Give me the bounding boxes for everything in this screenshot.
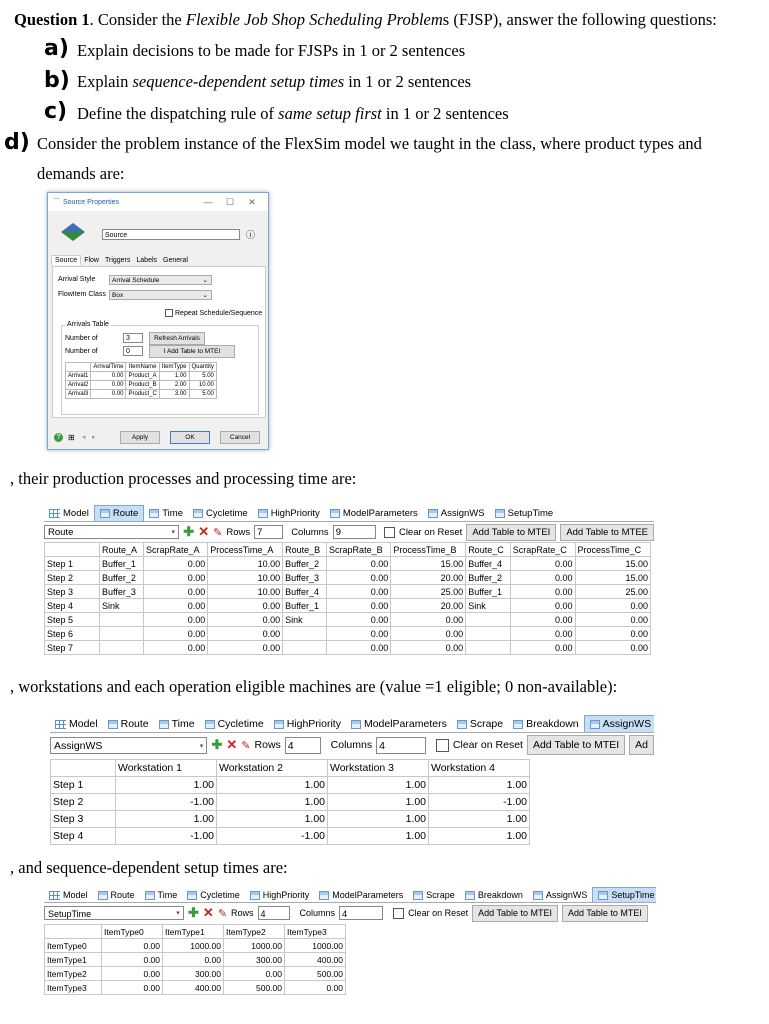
delete-icon[interactable]: ✕ — [202, 905, 214, 920]
table-icon — [145, 891, 155, 900]
arrival-style-label: Arrival Style — [58, 276, 96, 283]
assignws-table-window — [50, 712, 654, 845]
arrivals-table — [65, 362, 217, 399]
tab-model[interactable]: Model — [44, 506, 94, 521]
table-row[interactable]: Arrival2 0.00 Product_B 2.00 10.00 — [66, 381, 217, 390]
model-icon — [49, 891, 60, 900]
question-intro: Question 1. Consider the Flexible Job Shop Scheduling Problems (FJSP), answer the following questions: — [14, 10, 717, 29]
table-icon — [100, 509, 110, 518]
source-properties-dialog — [47, 192, 269, 450]
setuptime-toolbar — [44, 903, 656, 923]
table-icon — [598, 891, 608, 900]
table-icon — [187, 891, 197, 900]
item-d-line1: Consider the problem instance of the FlexSim model we taught in the class, where product types and — [37, 134, 702, 153]
add-table-to-mtei-button[interactable]: I Add Table to MTEI — [149, 345, 235, 358]
arrival-style-select[interactable]: Arrival Schedule ⌄ — [109, 275, 212, 285]
table-icon — [495, 509, 505, 518]
table-row[interactable]: Step 1 1.00 1.00 1.00 1.00 — [51, 777, 530, 794]
add-table-to-mtei-button[interactable]: Add Table to MTEI — [527, 735, 625, 755]
chevron-down-icon: ⌄ — [202, 277, 208, 284]
tab-highpriority[interactable]: HighPriority — [269, 716, 346, 732]
next-icon[interactable]: ▸ — [92, 434, 96, 441]
number-of-arrivals-label: Number of — [65, 335, 98, 342]
add-table-to-mtee-button[interactable]: Ad — [629, 735, 654, 755]
tab-breakdown[interactable]: Breakdown — [508, 716, 584, 732]
table-header-row: Workstation 1 Workstation 2 Workstation 3 Workstation 4 — [51, 760, 530, 777]
rows-label: Rows — [254, 739, 281, 751]
table-row[interactable]: Step 2 -1.00 1.00 1.00 -1.00 — [51, 794, 530, 811]
columns-label: Columns — [299, 908, 336, 918]
tab-scrape[interactable]: Scrape — [452, 716, 508, 732]
tab-route[interactable]: Route — [103, 716, 154, 732]
dialog-titlebar — [48, 193, 268, 211]
pin-icon[interactable]: ✎ — [217, 907, 228, 920]
item-b-marker: b) — [44, 68, 70, 93]
dialog-tabs — [51, 255, 191, 265]
table-row[interactable]: Step 5 0.00 0.00 Sink 0.00 0.00 0.00 0.00 — [45, 613, 651, 627]
rows-input[interactable]: 7 — [254, 525, 283, 539]
rows-input[interactable]: 4 — [258, 906, 290, 920]
rows-label: Rows — [231, 908, 254, 918]
repeat-schedule-checkbox[interactable]: Repeat Schedule/Sequence — [165, 309, 262, 317]
table-icon — [513, 720, 523, 729]
table-row[interactable]: ItemType0 0.00 1000.00 1000.00 1000.00 — [45, 939, 346, 953]
chevron-down-icon: ▾ — [199, 742, 204, 750]
tab-highpriority[interactable]: HighPriority — [253, 506, 325, 521]
tab-time[interactable]: Time — [140, 888, 183, 902]
clear-on-reset-checkbox[interactable] — [436, 739, 449, 752]
refresh-arrivals-button[interactable]: Refresh Arrivals — [149, 332, 205, 345]
apply-button[interactable]: Apply — [120, 431, 160, 444]
table-select[interactable]: SetupTime ▾ — [44, 906, 184, 920]
table-icon — [250, 891, 260, 900]
minimize-icon[interactable]: — — [203, 197, 213, 207]
tab-route[interactable]: Route — [93, 888, 140, 902]
question-heading: Question 1 — [14, 10, 90, 29]
assignws-grid — [50, 759, 530, 845]
route-table-window — [44, 503, 654, 655]
clear-on-reset-checkbox[interactable] — [384, 527, 395, 538]
info-icon[interactable]: ⓘ — [246, 230, 256, 240]
table-row[interactable]: ItemType2 0.00 300.00 0.00 500.00 — [45, 967, 346, 981]
tab-model[interactable]: Model — [44, 888, 93, 902]
tab-modelparameters[interactable]: ModelParameters — [314, 888, 408, 902]
columns-label: Columns — [330, 739, 373, 751]
pin-icon[interactable]: ✎ — [241, 739, 251, 752]
table-icon — [274, 720, 284, 729]
table-icon — [258, 509, 268, 518]
rows-label: Rows — [226, 526, 251, 538]
clear-on-reset-label: Clear on Reset — [408, 908, 469, 918]
item-b-text: Explain sequence-dependent setup times in 1 or 2 sentences — [77, 72, 472, 91]
table-header-row: ArrivalTime ItemName ItemType Quantity — [66, 363, 217, 372]
number-of-labels-label: Number of — [65, 348, 98, 355]
tab-assignws[interactable]: AssignWS — [584, 715, 654, 732]
dialog-title: Source Properties — [63, 198, 120, 206]
tab-setuptime[interactable]: SetupTime — [592, 887, 656, 902]
table-row[interactable]: Arrival1 0.00 Product_A 1.00 5.00 — [66, 372, 217, 381]
columns-label: Columns — [291, 526, 329, 538]
route-grid — [44, 542, 651, 655]
columns-input[interactable]: 9 — [333, 525, 377, 539]
cancel-button[interactable]: Cancel — [220, 431, 260, 444]
table-icon — [590, 720, 600, 729]
assignws-tab-bar — [50, 712, 654, 733]
tab-cycletime[interactable]: Cycletime — [182, 888, 245, 902]
tab-scrape[interactable]: Scrape — [408, 888, 460, 902]
table-row[interactable]: Arrival3 0.00 Product_C 3.00 5.00 — [66, 390, 217, 399]
add-icon[interactable]: ✚ — [188, 905, 199, 920]
table-icon — [193, 509, 203, 518]
flowitem-class-select[interactable]: Box ⌄ — [109, 290, 212, 300]
table-icon — [428, 509, 438, 518]
chevron-down-icon: ▾ — [171, 529, 176, 536]
dialog-app-icon: ⌒ — [53, 199, 60, 206]
source-tab-panel — [52, 266, 266, 418]
source-object-icon — [61, 223, 85, 232]
tab-assignws[interactable]: AssignWS — [528, 888, 593, 902]
flowitem-class-label: FlowItem Class — [58, 291, 106, 298]
item-a-text: Explain decisions to be made for FJSPs in 1 or 2 sentences — [77, 41, 466, 60]
tab-assignws[interactable]: AssignWS — [423, 506, 490, 521]
table-icon — [457, 720, 467, 729]
tab-setuptime[interactable]: SetupTime — [490, 506, 559, 521]
table-row[interactable]: Step 2 Buffer_2 0.00 10.00 Buffer_3 0.00 20.00 Buffer_2 0.00 15.00 — [45, 571, 651, 585]
rows-input[interactable]: 4 — [285, 737, 321, 754]
table-icon — [533, 891, 543, 900]
table-icon — [351, 720, 361, 729]
chevron-down-icon: ▾ — [176, 910, 180, 917]
tab-flow[interactable]: Flow — [84, 257, 99, 264]
close-icon[interactable]: ✕ — [248, 196, 256, 207]
add-icon[interactable]: ✚ — [211, 737, 223, 752]
add-table-to-mtei-button[interactable]: Add Table to MTEI — [466, 524, 556, 541]
number-of-labels-input[interactable]: 0 — [123, 346, 143, 356]
number-of-arrivals-input[interactable]: 3 — [123, 333, 143, 343]
route-toolbar — [44, 522, 654, 542]
table-icon — [319, 891, 329, 900]
setup-paragraph: , and sequence-dependent setup times are: — [10, 858, 288, 877]
setuptime-tab-bar — [44, 884, 656, 903]
add-icon[interactable]: ✚ — [183, 524, 195, 539]
table-icon — [465, 891, 475, 900]
table-select[interactable]: Route ▾ — [44, 525, 179, 539]
tab-modelparameters[interactable]: ModelParameters — [325, 506, 423, 521]
route-tab-bar — [44, 503, 654, 522]
add-table-to-mtee-button[interactable]: Add Table to MTEE — [560, 524, 654, 541]
table-row[interactable]: Step 3 1.00 1.00 1.00 1.00 — [51, 811, 530, 828]
tab-breakdown[interactable]: Breakdown — [460, 888, 528, 902]
tab-general[interactable]: General — [163, 257, 188, 264]
clear-on-reset-label: Clear on Reset — [398, 526, 463, 538]
tab-cycletime[interactable]: Cycletime — [188, 506, 253, 521]
add-table-to-mtee-button[interactable]: Add Table to MTEI — [562, 905, 648, 922]
table-select[interactable]: AssignWS ▾ — [50, 737, 207, 754]
item-d-line2: demands are: — [37, 164, 125, 183]
delete-icon[interactable]: ✕ — [198, 524, 210, 539]
tab-route[interactable]: Route — [94, 505, 144, 521]
item-c-text: Define the dispatching rule of same setup first in 1 or 2 sentences — [77, 104, 509, 123]
tab-triggers[interactable]: Triggers — [104, 257, 131, 264]
pin-icon[interactable]: ✎ — [213, 526, 223, 539]
tab-model[interactable]: Model — [50, 716, 103, 732]
setuptime-grid — [44, 924, 346, 995]
help-icon[interactable]: ? — [54, 433, 63, 442]
table-icon — [159, 720, 169, 729]
model-icon — [49, 509, 60, 518]
table-row[interactable]: Step 3 Buffer_3 0.00 10.00 Buffer_4 0.00 25.00 Buffer_1 0.00 25.00 — [45, 585, 651, 599]
chevron-down-icon: ⌄ — [202, 292, 208, 299]
tab-time[interactable]: Time — [154, 716, 200, 732]
add-table-to-mtei-button[interactable]: Add Table to MTEI — [472, 905, 558, 922]
setuptime-table-window — [44, 884, 656, 995]
tab-labels[interactable]: Labels — [136, 257, 158, 264]
tab-highpriority[interactable]: HighPriority — [245, 888, 315, 902]
item-c-marker: c) — [44, 99, 68, 124]
table-row[interactable]: ItemType1 0.00 0.00 300.00 400.00 — [45, 953, 346, 967]
ok-button[interactable]: OK — [170, 431, 210, 444]
workstations-paragraph: , workstations and each operation eligible machines are (value =1 eligible; 0 non-available): — [10, 677, 618, 696]
tab-time[interactable]: Time — [144, 506, 188, 521]
clear-on-reset-label: Clear on Reset — [452, 739, 523, 751]
table-header-row: Route_A ScrapRate_A ProcessTime_A Route_B ScrapRate_B ProcessTime_B Route_C ScrapRate_C ProcessTime_C — [45, 543, 651, 557]
assignws-toolbar — [50, 733, 654, 757]
columns-input[interactable]: 4 — [376, 737, 426, 754]
tab-cycletime[interactable]: Cycletime — [200, 716, 269, 732]
table-row[interactable]: Step 6 0.00 0.00 0.00 0.00 0.00 0.00 — [45, 627, 651, 641]
columns-input[interactable]: 4 — [339, 906, 383, 920]
table-icon — [205, 720, 215, 729]
table-icon — [98, 891, 108, 900]
table-row[interactable]: Step 7 0.00 0.00 0.00 0.00 0.00 0.00 — [45, 641, 651, 655]
prev-icon[interactable]: ◂ — [82, 434, 86, 441]
source-name-input[interactable]: Source — [102, 229, 240, 240]
tab-modelparameters[interactable]: ModelParameters — [346, 716, 452, 732]
table-icon — [330, 509, 340, 518]
table-icon — [149, 509, 159, 518]
item-a-marker: a) — [44, 36, 69, 61]
table-row[interactable]: Step 4 -1.00 -1.00 1.00 1.00 — [51, 828, 530, 845]
processes-paragraph: , their production processes and processing time are: — [10, 469, 357, 488]
clear-on-reset-checkbox[interactable] — [393, 908, 404, 919]
table-row[interactable]: Step 1 Buffer_1 0.00 10.00 Buffer_2 0.00 15.00 Buffer_4 0.00 15.00 — [45, 557, 651, 571]
table-header-row: ItemType0 ItemType1 ItemType2 ItemType3 — [45, 925, 346, 939]
tree-icon[interactable]: ⊞ — [68, 433, 75, 442]
delete-icon[interactable]: ✕ — [226, 737, 238, 752]
arrivals-table-label: Arrivals Table — [67, 321, 109, 328]
tab-source[interactable]: Source — [51, 255, 81, 265]
model-icon — [55, 720, 66, 729]
table-row[interactable]: Step 4 Sink 0.00 0.00 Buffer_1 0.00 20.00 Sink 0.00 0.00 — [45, 599, 651, 613]
table-row[interactable]: ItemType3 0.00 400.00 500.00 0.00 — [45, 981, 346, 995]
table-icon — [413, 891, 423, 900]
table-icon — [108, 720, 118, 729]
item-d-marker: d) — [4, 130, 30, 155]
maximize-icon[interactable]: ☐ — [225, 196, 235, 207]
